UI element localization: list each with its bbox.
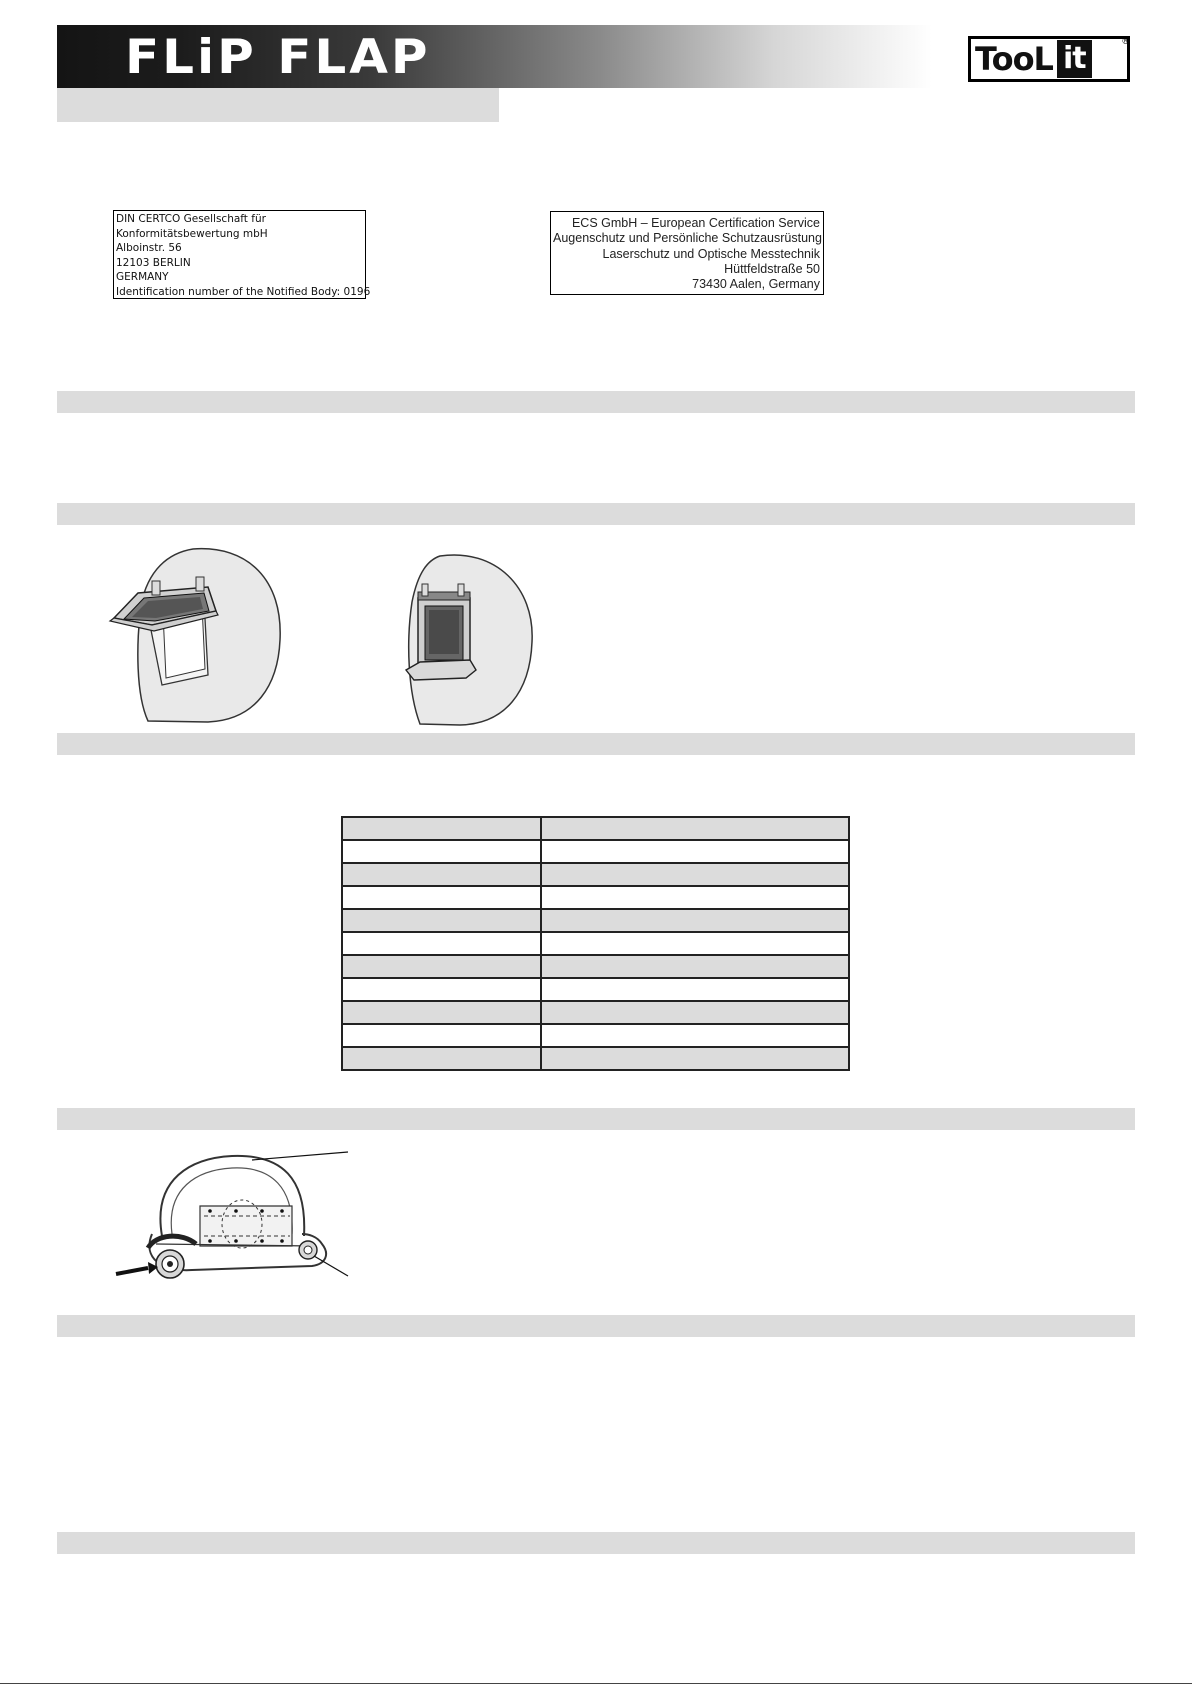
notified-body-din-certco bbox=[113, 210, 371, 299]
spec-table bbox=[341, 816, 850, 1071]
product-title: FLiP FLAP bbox=[125, 29, 431, 85]
nb-left-line: DIN CERTCO Gesellschaft für bbox=[116, 213, 266, 225]
table-row bbox=[342, 932, 849, 955]
logo-text-right: it bbox=[1057, 40, 1092, 78]
nb-right-line: Hüttfeldstraße 50 bbox=[724, 261, 820, 276]
subtitle-bar bbox=[57, 88, 499, 122]
nb-left-line: Identification number of the Notified Body: 0196 bbox=[116, 285, 371, 298]
table-row bbox=[342, 1047, 849, 1070]
table-row bbox=[342, 1024, 849, 1047]
section-bar bbox=[57, 391, 1135, 413]
table-row bbox=[342, 978, 849, 1001]
nb-right-line: Laserschutz und Optische Messtechnik bbox=[602, 246, 820, 261]
nb-left-line: Alboinstr. 56 bbox=[116, 242, 182, 255]
helmet-flip-closed-illustration bbox=[400, 552, 540, 728]
nb-left-line: GERMANY bbox=[116, 271, 169, 284]
headgear-adjustment-illustration bbox=[112, 1148, 352, 1288]
nb-left-line: 12103 BERLIN bbox=[116, 256, 191, 269]
table-row bbox=[342, 840, 849, 863]
section-bar bbox=[57, 503, 1135, 525]
footer-rule bbox=[0, 1683, 1192, 1684]
table-row bbox=[342, 909, 849, 932]
table-row bbox=[342, 955, 849, 978]
logo-text-left: TooL bbox=[975, 40, 1053, 78]
nb-right-line: 73430 Aalen, Germany bbox=[692, 277, 820, 292]
section-bar bbox=[57, 1108, 1135, 1130]
section-bar bbox=[57, 1532, 1135, 1554]
notified-body-ecs bbox=[550, 211, 824, 295]
table-row bbox=[342, 1001, 849, 1024]
toolit-logo bbox=[968, 36, 1130, 82]
table-row bbox=[342, 886, 849, 909]
table-row bbox=[342, 863, 849, 886]
nb-right-line: ECS GmbH – European Certification Service bbox=[571, 216, 820, 230]
nb-right-line: Augenschutz und Persönliche Schutzausrüstung bbox=[553, 231, 822, 246]
table-row bbox=[342, 817, 849, 840]
registered-mark: ® bbox=[1122, 36, 1129, 46]
nb-left-line: Konformitätsbewertung mbH bbox=[116, 227, 268, 240]
section-bar bbox=[57, 733, 1135, 755]
section-bar bbox=[57, 1315, 1135, 1337]
helmet-flip-open-illustration bbox=[108, 545, 290, 727]
